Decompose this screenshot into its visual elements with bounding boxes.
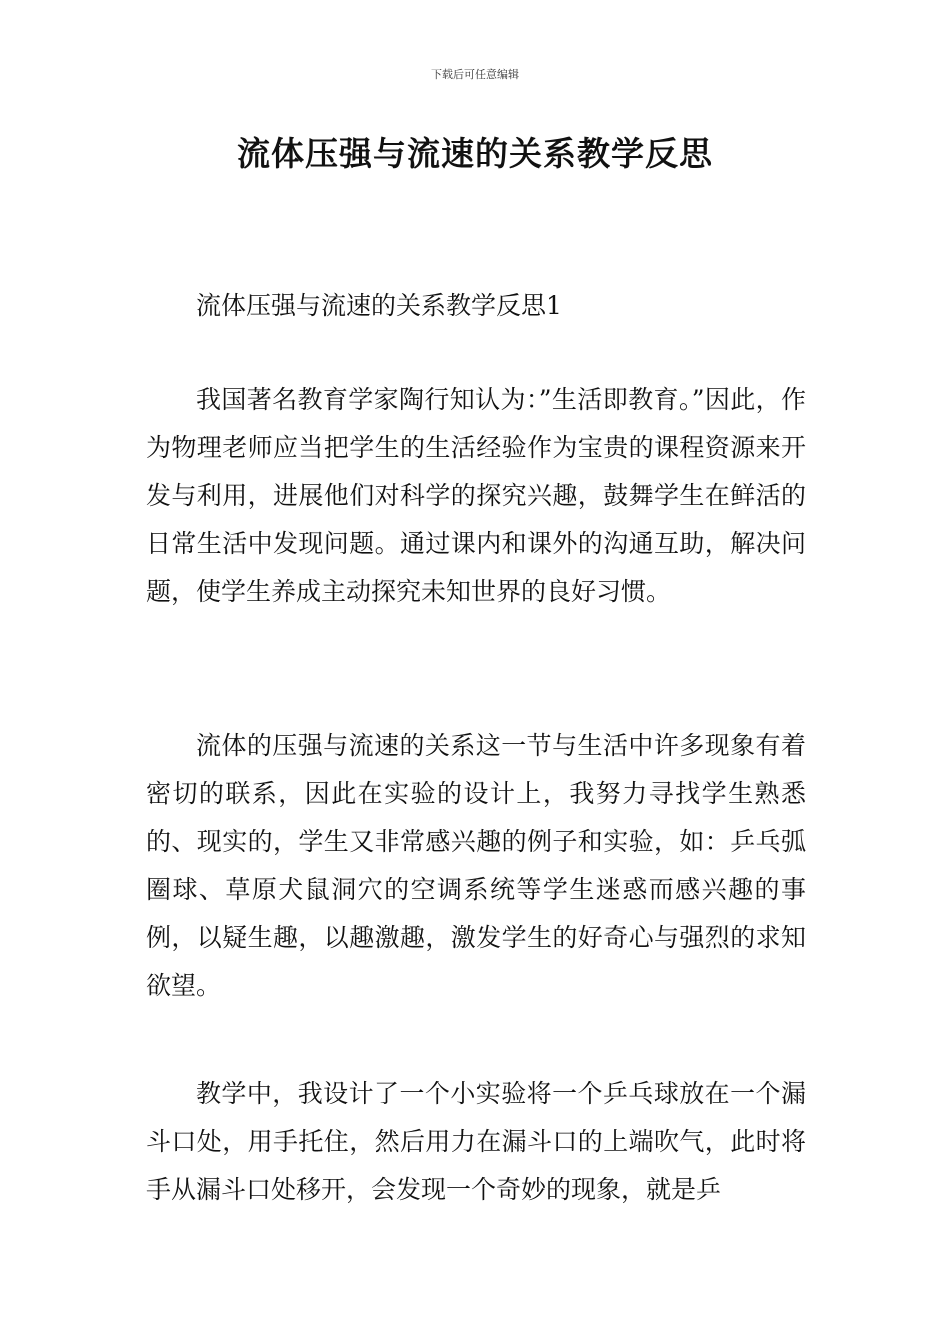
header-note: 下载后可任意编辑 [431, 68, 519, 81]
paragraph-3: 教学中，我设计了一个小实验将一个乒乓球放在一个漏斗口处，用手托住，然后用力在漏斗口的上端吹气，此时将手从漏斗口处移开，会发现一个奇妙的现象，就是乒 [146, 1079, 806, 1204]
paragraph-2: 流体的压强与流速的关系这一节与生活中许多现象有着密切的联系，因此在实验的设计上，我努力寻找学生熟悉的、现实的，学生又非常感兴趣的例子和实验，如：乒乓弧圈球、草原犬鼠洞穴的空调系统等学生迷惑而感兴趣的事例，以疑生趣，以趣激趣，激发学生的好奇心与强烈的求知欲望。 [146, 731, 806, 1000]
section-subtitle: 流体压强与流速的关系教学反思1 [196, 291, 562, 320]
paragraph-1: 我国著名教育学家陶行知认为：”生活即教育。”因此，作为物理老师应当把学生的生活经验作为宝贵的课程资源来开发与利用，进展他们对科学的探究兴趣，鼓舞学生在鲜活的日常生活中发现问题。通过课内和课外的沟通互助，解决问题，使学生养成主动探究未知世界的良好习惯。 [146, 385, 806, 606]
document-title: 流体压强与流速的关系教学反思 [237, 134, 713, 173]
